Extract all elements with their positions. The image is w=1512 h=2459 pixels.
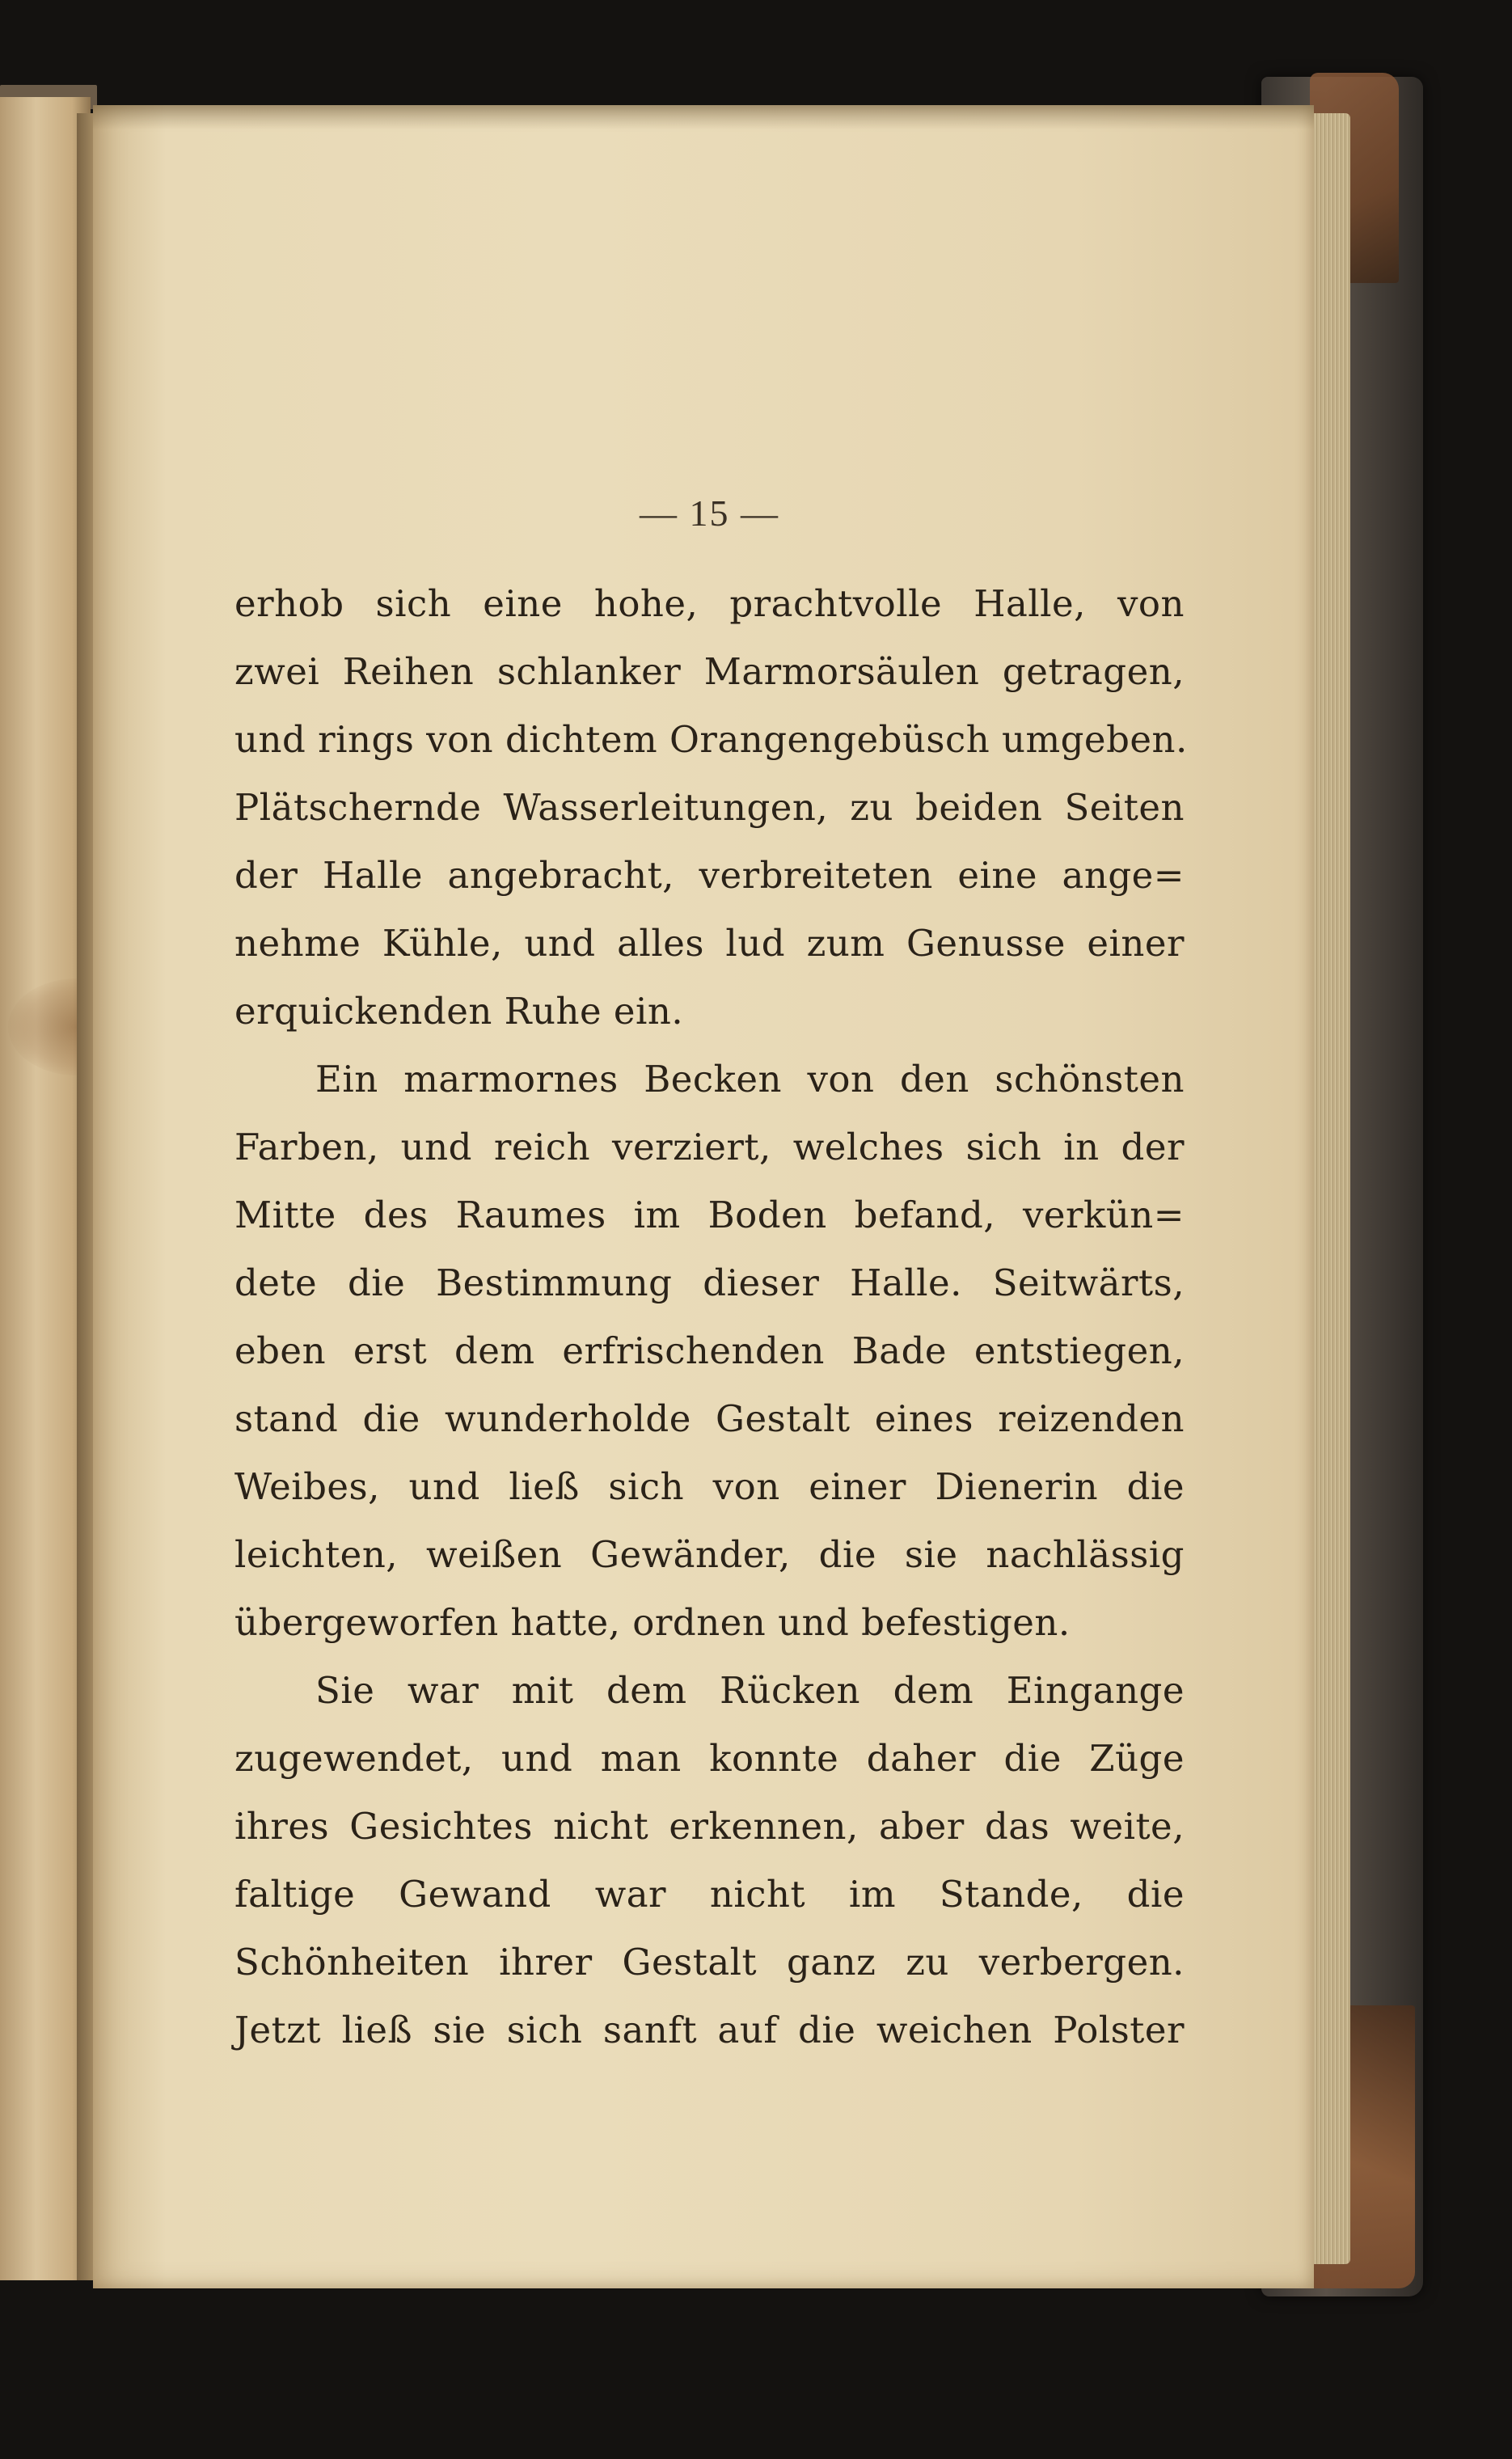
page-number: — 15 —: [640, 492, 779, 534]
text-line: Farben, und reich verziert, welches sich in der: [234, 1126, 1185, 1168]
text-line: erhob sich eine hohe, prachtvolle Halle, von: [234, 582, 1185, 625]
text-line: Ein marmornes Becken von den schönsten: [315, 1058, 1185, 1101]
text-line: leichten, weißen Gewänder, die sie nachlässig: [234, 1533, 1185, 1576]
text-line: faltige Gewand war nicht im Stande, die: [234, 1873, 1185, 1916]
right-page: [93, 105, 1314, 2288]
text-line: Jetzt ließ sie sich sanft auf die weichen Polster: [234, 2009, 1185, 2051]
page-top-shadow: [93, 105, 1314, 129]
text-line: Schönheiten ihrer Gestalt ganz zu verbergen.: [234, 1941, 1185, 1984]
paragraph-2: [234, 1046, 1185, 1657]
text-line: zwei Reihen schlanker Marmorsäulen getragen,: [234, 650, 1185, 693]
text-line: der Halle angebracht, verbreiteten eine ange=: [234, 854, 1185, 897]
text-line: Sie war mit dem Rücken dem Eingange: [315, 1669, 1185, 1712]
paragraph-1: [234, 570, 1188, 1046]
text-line: Plätschernde Wasserleitungen, zu beiden Seiten: [234, 786, 1185, 829]
text-line: ihres Gesichtes nicht erkennen, aber das weite,: [234, 1805, 1185, 1848]
paragraph-3: [234, 1657, 1185, 2064]
text-line: stand die wunderholde Gestalt eines reizenden: [234, 1397, 1185, 1440]
text-line: nehme Kühle, und alles lud zum Genusse einer: [234, 922, 1185, 965]
text-line: übergeworfen hatte, ordnen und befestigen.: [234, 1601, 1071, 1644]
text-line: Weibes, und ließ sich von einer Dienerin die: [234, 1465, 1185, 1508]
text-line: Mitte des Raumes im Boden befand, verkün=: [234, 1194, 1185, 1236]
text-line: erquickenden Ruhe ein.: [234, 990, 684, 1033]
text-line: dete die Bestimmung dieser Halle. Seitwärts,: [234, 1261, 1185, 1304]
text-line: eben erst dem erfrischenden Bade entstiegen,: [234, 1329, 1185, 1372]
text-line: und rings von dichtem Orangengebüsch umgeben.: [234, 718, 1188, 761]
text-line: zugewendet, und man konnte daher die Züge: [234, 1737, 1185, 1780]
